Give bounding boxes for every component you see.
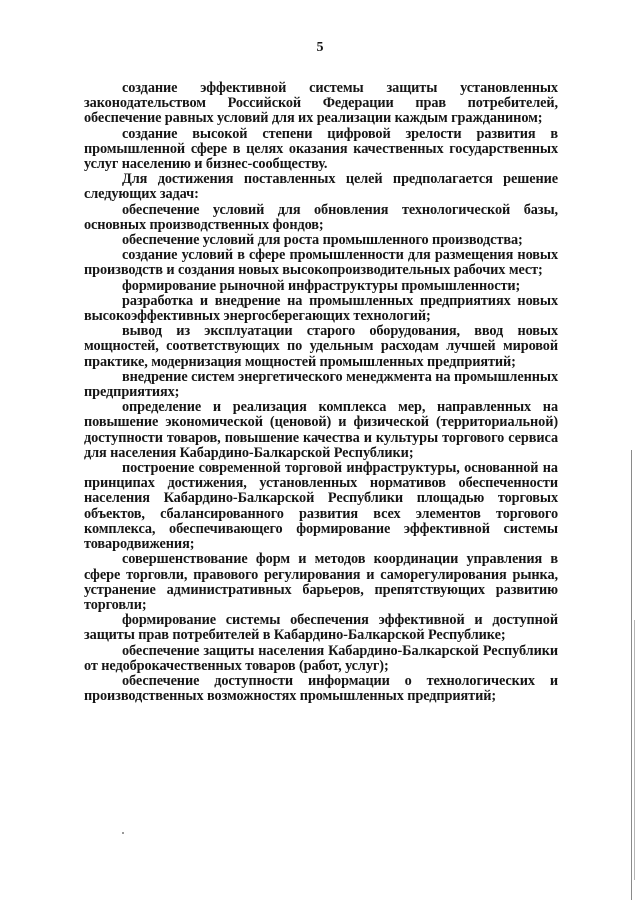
paragraph: обеспечение условий для роста промышленного производства;: [122, 232, 523, 249]
paragraph: внедрение систем энергетического менеджмента на промышленных предприятиях;: [84, 368, 558, 401]
paragraph: создание условий в сфере промышленности для размещения новых производств и создания новых высокопроизводительных рабочих мест;: [84, 247, 558, 279]
paragraph: вывод из эксплуатации старого оборудования, ввод новых мощностей, соответствующих по удельным расходам лучшей мировой практике, модернизация мощностей промышленных предприятий;: [84, 323, 558, 370]
paragraph: совершенствование форм и методов координации управления в сфере торговли, правового регулирования и саморегулирования рынка, устранение административных барьеров, препятствующих развитию торговли;: [84, 551, 558, 613]
paragraph: Для достижения поставленных целей предполагается решение следующих задач:: [84, 171, 558, 203]
paragraph: обеспечение условий для обновления технологической базы, основных производственных фондов;: [84, 201, 558, 233]
paragraph: создание эффективной системы защиты установленных законодательством Российской Федерации прав потребителей, обеспечение равных условий для их реализации каждым гражданином;: [84, 80, 558, 127]
paragraph: создание высокой степени цифровой зрелости развития в промышленной сфере в целях оказания качественных государственных услуг населению и бизнес-сообществу.: [84, 125, 558, 173]
paragraph: разработка и внедрение на промышленных предприятиях новых высокоэффективных энергосберегающих технологий;: [84, 292, 558, 325]
paragraph: обеспечение доступности информации о технологических и производственных возможностях промышленных предприятий;: [84, 672, 558, 705]
paragraph: построение современной торговой инфраструктуры, основанной на принципах достижения, установленных нормативов обеспеченности населения Кабардино-Балкарской Республики площадью торговых объектов, сбалансированного развития всех элементов торгового комплекса, обеспечивающего формирование эффективной системы товародвижения;: [84, 460, 558, 553]
scan-edge-line: [634, 620, 635, 880]
document-body: [84, 81, 558, 704]
paragraph: формирование системы обеспечения эффективной и доступной защиты прав потребителей в Кабардино-Балкарской Республике;: [84, 612, 558, 644]
paragraph: определение и реализация комплекса мер, направленных на повышение экономической (ценовой) и физической (территориальной) доступности товаров, повышение качества и культуры торгового сервиса для населения Кабардино-Балкарской Республики;: [84, 399, 558, 461]
scan-speck: [122, 832, 124, 834]
paragraph: формирование рыночной инфраструктуры промышленности;: [122, 277, 521, 294]
paragraph: обеспечение защиты населения Кабардино-Балкарской Республики от недоброкачественных товаров (работ, услуг);: [84, 642, 558, 674]
page-number: 5: [316, 40, 324, 55]
scan-edge-line: [631, 450, 632, 900]
